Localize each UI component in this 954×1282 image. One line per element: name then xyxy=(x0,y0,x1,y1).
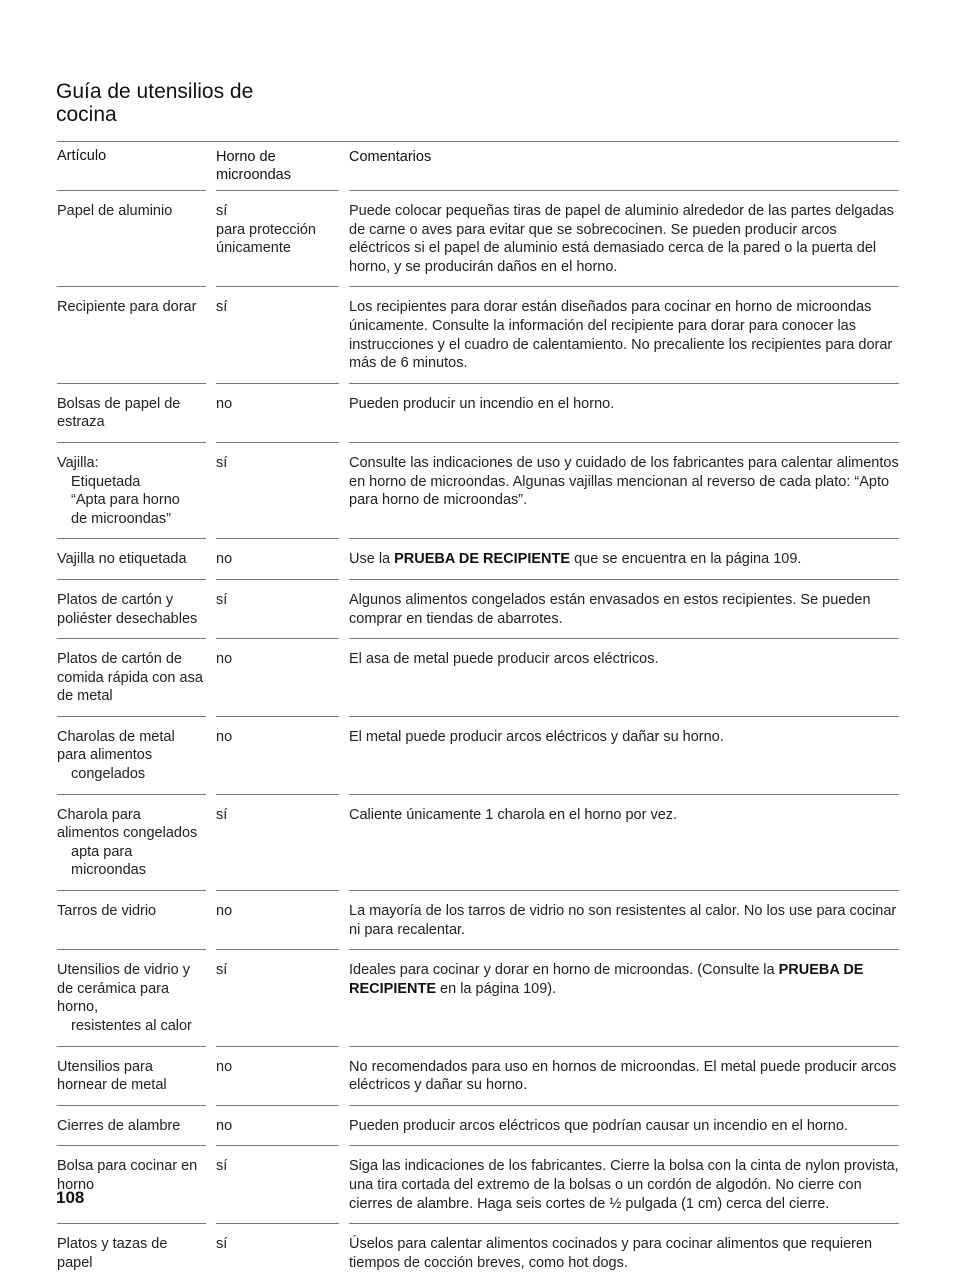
microwave-cell xyxy=(216,1105,339,1146)
microwave-text: sí xyxy=(216,962,228,979)
microwave-cell xyxy=(216,383,339,442)
microwave-cell xyxy=(216,794,339,890)
item-cell xyxy=(57,442,206,538)
item-text: para alimentos xyxy=(57,747,153,764)
microwave-cell xyxy=(216,579,339,638)
comments-text: Pueden producir un incendio en el horno. xyxy=(349,395,615,412)
comments-text: que se encuentra en la página 109. xyxy=(570,551,802,568)
table-row xyxy=(57,1145,899,1223)
item-cell xyxy=(57,579,206,638)
comments-cell xyxy=(349,1223,899,1282)
item-text: resistentes al calor xyxy=(71,1018,192,1034)
item-text: de cerámica para xyxy=(57,980,170,997)
item-text: Utensilios de vidrio y xyxy=(57,962,190,979)
comments-cell xyxy=(349,538,899,579)
microwave-text: no xyxy=(216,903,233,920)
page-number: 108 xyxy=(56,1188,85,1207)
microwave-text: sí xyxy=(216,203,228,219)
comments-text: Siga las indicaciones de los fabricantes. Cierre la bolsa con la cinta de nylon provista, una tira cortada del extremo de la bolsas o un cordón de algodón. No cierre con cierres de alambre. Haga seis cortes de ½ pulgada (1 cm) cerca del cierre. xyxy=(349,1158,899,1212)
comments-text: Algunos alimentos congelados están envasados en estos recipientes. Se pueden comprar en tiendas de abarrotes. xyxy=(349,591,871,627)
table-row xyxy=(57,538,899,579)
comments-cell xyxy=(349,638,899,716)
item-cell xyxy=(57,538,206,579)
microwave-cell xyxy=(216,286,339,382)
microwave-text: no xyxy=(216,395,233,412)
microwave-text: no xyxy=(216,728,233,745)
item-text: Bolsas de papel de estraza xyxy=(57,395,181,431)
item-text: Charolas de metal xyxy=(57,728,175,745)
item-text: Platos y tazas de papel xyxy=(57,1236,168,1271)
comments-cell xyxy=(349,794,899,890)
table-row xyxy=(57,794,899,890)
item-text: “Apta para horno xyxy=(71,492,180,509)
microwave-cell xyxy=(216,538,339,579)
item-text: Platos de cartón y poliéster desechables xyxy=(57,591,198,627)
page-title-line-2: cocina xyxy=(56,103,117,126)
item-cell xyxy=(57,1145,206,1223)
header-comments: Comentarios xyxy=(349,149,432,165)
comments-cell xyxy=(349,286,899,382)
table-row xyxy=(57,949,899,1045)
table-row xyxy=(57,1223,899,1282)
comments-cell xyxy=(349,190,899,286)
header-oven-line-1: Horno de xyxy=(216,149,276,165)
microwave-text: únicamente xyxy=(216,240,291,257)
comments-text: El asa de metal puede producir arcos eléctricos. xyxy=(349,651,659,668)
comments-text: Ideales para cocinar y dorar en horno de microondas. (Consulte la xyxy=(349,962,779,979)
comments-text: Puede colocar pequeñas tiras de papel de aluminio alrededor de las partes delgadas de carne o aves para evitar que se sobrecocinen. Se pueden producir arcos eléctricos si el papel de aluminio está demasiado cerca de la pared o la puerta del horno, y se producirán daños en el horno. xyxy=(349,203,894,275)
item-text: Utensilios para hornear de metal xyxy=(57,1058,167,1094)
microwave-text: sí xyxy=(216,591,228,608)
item-text: Etiquetada xyxy=(71,473,141,490)
microwave-cell xyxy=(216,442,339,538)
microwave-cell xyxy=(216,1145,339,1223)
comments-cell xyxy=(349,1046,899,1105)
microwave-cell xyxy=(216,1046,339,1105)
comments-cell xyxy=(349,890,899,949)
comments-text: Pueden producir arcos eléctricos que podrían causar un incendio en el horno. xyxy=(349,1117,848,1134)
item-cell xyxy=(57,638,206,716)
microwave-cell xyxy=(216,716,339,794)
comments-text: No recomendados para uso en hornos de microondas. El metal puede producir arcos eléctricos y dañar su horno. xyxy=(349,1058,897,1094)
item-cell xyxy=(57,190,206,286)
microwave-text: sí xyxy=(216,1236,228,1253)
microwave-cell xyxy=(216,1223,339,1282)
comments-cell xyxy=(349,1105,899,1146)
comments-cell xyxy=(349,579,899,638)
table-row xyxy=(57,1105,899,1146)
header-oven xyxy=(216,142,339,190)
item-text: de microondas” xyxy=(71,510,171,527)
comments-cell xyxy=(349,383,899,442)
comments-text: Consulte las indicaciones de uso y cuidado de los fabricantes para calentar alimentos en horno de microondas. Algunas vajillas mencionan al reverso de cada plato: “Apto para horno de microondas”. xyxy=(349,454,899,509)
item-text: Recipiente para dorar xyxy=(57,299,197,316)
microwave-text: no xyxy=(216,1058,233,1075)
comments-text: La mayoría de los tarros de vidrio no son resistentes al calor. No los use para cocinar ni para recalentar. xyxy=(349,903,897,938)
item-text: Platos de cartón de comida rápida con asa de metal xyxy=(57,651,203,705)
item-cell xyxy=(57,286,206,382)
cookware-table xyxy=(57,141,899,1282)
microwave-cell xyxy=(216,638,339,716)
item-text: apta para xyxy=(71,843,133,860)
comments-cell xyxy=(349,716,899,794)
item-text: Tarros de vidrio xyxy=(57,903,157,920)
comments-text: en la página 109). xyxy=(436,980,557,997)
comments-cell xyxy=(349,442,899,538)
table-row xyxy=(57,383,899,442)
item-cell xyxy=(57,949,206,1045)
item-text: Papel de aluminio xyxy=(57,203,173,219)
microwave-cell xyxy=(216,190,339,286)
table-row xyxy=(57,286,899,382)
comments-text: Úselos para calentar alimentos cocinados y para cocinar alimentos que requieren tiempos de cocción breves, como hot dogs. xyxy=(349,1236,873,1271)
microwave-text: para protección xyxy=(216,221,316,238)
microwave-text: sí xyxy=(216,1158,228,1175)
table-row xyxy=(57,442,899,538)
header-item: Artículo xyxy=(57,148,107,164)
comments-bold-text: PRUEBA DE RECIPIENTE xyxy=(394,551,571,568)
item-text: horno, xyxy=(57,999,99,1016)
table-row xyxy=(57,579,899,638)
page-title xyxy=(56,80,316,126)
comments-cell xyxy=(349,949,899,1045)
microwave-text: sí xyxy=(216,806,228,823)
item-text: Vajilla: xyxy=(57,454,99,471)
table-body xyxy=(57,190,899,1282)
item-cell xyxy=(57,716,206,794)
comments-bold-text: PRUEBA DE RECIPIENTE xyxy=(349,962,864,997)
microwave-cell xyxy=(216,949,339,1045)
item-text: congelados xyxy=(71,766,146,783)
item-text: microondas xyxy=(71,862,146,879)
comments-cell xyxy=(349,1145,899,1223)
item-cell xyxy=(57,1105,206,1146)
item-text: Cierres de alambre xyxy=(57,1117,181,1134)
table-row xyxy=(57,890,899,949)
item-cell xyxy=(57,1223,206,1282)
microwave-cell xyxy=(216,890,339,949)
table-row xyxy=(57,190,899,286)
comments-text: El metal puede producir arcos eléctricos y dañar su horno. xyxy=(349,728,724,745)
microwave-text: sí xyxy=(216,454,228,471)
table-row xyxy=(57,716,899,794)
item-text: alimentos congelados xyxy=(57,825,198,842)
microwave-text: sí xyxy=(216,299,228,316)
header-oven-line-2: microondas xyxy=(216,167,291,183)
table-header xyxy=(57,142,899,190)
item-text: Vajilla no etiquetada xyxy=(57,551,187,568)
microwave-text: no xyxy=(216,651,233,668)
table-row xyxy=(57,638,899,716)
item-cell xyxy=(57,890,206,949)
item-text: Bolsa para cocinar en horno xyxy=(57,1158,198,1193)
item-text: Charola para xyxy=(57,806,141,823)
comments-text: Los recipientes para dorar están diseñados para cocinar en horno de microondas únicamente. Consulte la información del recipiente para dorar para conocer las instrucciones y el cuadro de calentamiento. No precaliente los recipientes para dorar más de 6 minutos. xyxy=(349,299,893,372)
comments-text: Caliente únicamente 1 charola en el horno por vez. xyxy=(349,806,678,823)
comments-text: Use la xyxy=(349,551,395,568)
page-title-line-1: Guía de utensilios de xyxy=(56,80,254,103)
item-cell xyxy=(57,794,206,890)
item-cell xyxy=(57,1046,206,1105)
item-cell xyxy=(57,383,206,442)
microwave-text: no xyxy=(216,1117,233,1134)
table-row xyxy=(57,1046,899,1105)
microwave-text: no xyxy=(216,551,233,568)
